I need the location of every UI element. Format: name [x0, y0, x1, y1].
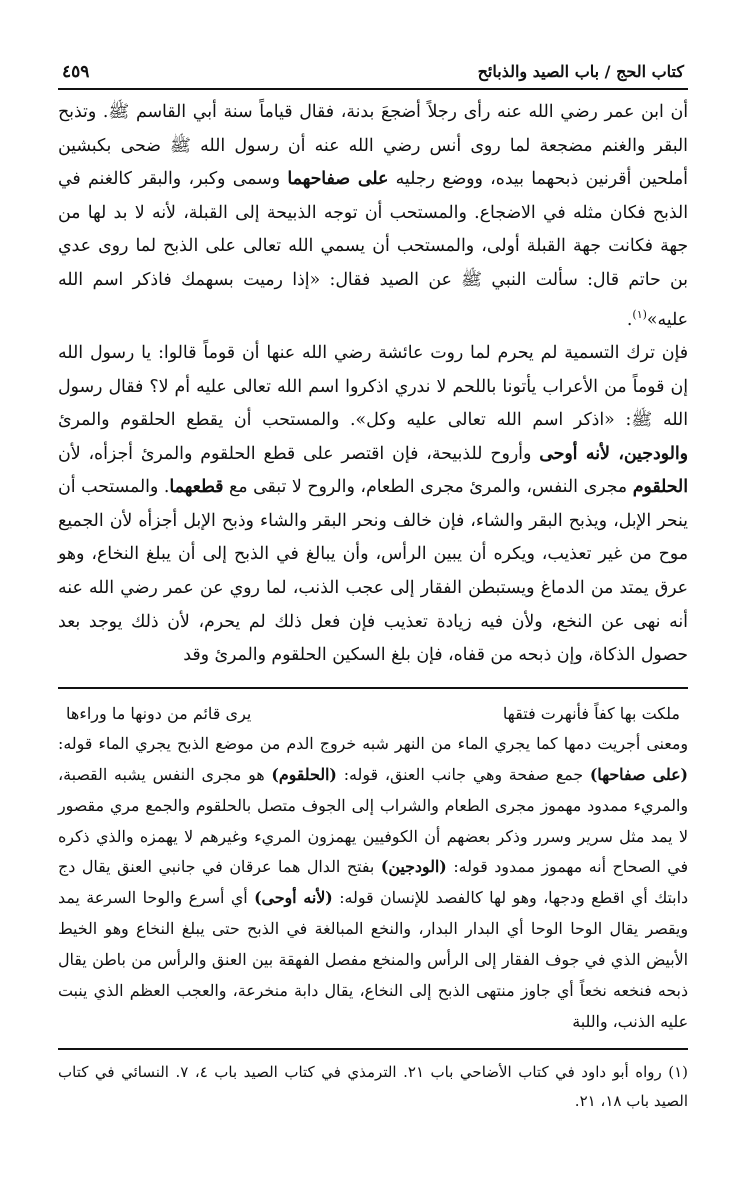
bold-term: (لأنه أوحى)	[254, 888, 333, 908]
main-paragraph: فإن ترك التسمية لم يحرم لما روت عائشة رضي الله عنها أن قوماً قالوا: يا رسول الله إن قوماً من الأعراب يأتونا باللحم لا ندري اذكروا اسم الله تعالى عليه أم لا؟ فقال رسول الله ﷺ: «اذكر اسم الله تعالى عليه وكل». والمستحب أن يقطع الحلقوم والمرئ والودجين، لأنه أوحى وأروح للذبيحة، فإن اقتصر على قطع الحلقوم والمرئ أجزأه، لأن الحلقوم مجرى النفس، والمرئ مجرى الطعام، والروح لا تبقى مع قطعهما. والمستحب أن ينحر الإبل، ويذبح البقر والشاء، فإن خالف ونحر البقر والشاء وذبح الإبل أجزأه لأن الجميع موح من غير تعذيب، ويكره أن يبين الرأس، وأن يبالغ في الذبح إلى أن يبلغ النخاع، وهو عرق يمتد من الدماغ ويستبطن الفقار إلى عجب الذنب، لما روي عن عمر رضي الله عنه أنه نهى عن النخع، ولأن فيه زيادة تعذيب فإن فعل ذلك لم يحرم، لأن ذلك يوجد بعد حصول الذكاة، وإن ذبحه من قفاه، فإن بلغ السكين الحلقوم والمرئ وقد	[58, 342, 688, 666]
footnotes	[58, 1058, 688, 1116]
commentary-text	[58, 729, 688, 1038]
commentary-paragraph: ومعنى أجريت دمها كما يجري الماء من النهر شبه خروج الدم من موضع الذبح يجري الماء قوله: (على صفاحها) جمع صفحة وهي جانب العنق، قوله: (الحلقوم) هو مجرى النفس يشبه القصبة، والمريء ممدود مهموز مجرى الطعام والشراب إلى الجوف متصل بالحلقوم والجمع مري مقصور لا يمد مثل سرير وسرر وذكر بعضهم أن الكوفيين يهمزون المريء وغيرهم لا يهمزه والذي ذكره في الصحاح أنه مهموز ممدود قوله: (الودجين) بفتح الدال هما عرقان في جانبي العنق يقال دج دابتك أي اقطع ودجها، وهو لها كالفصد للإنسان قوله: (لأنه أوحى) أي أسرع والوحا السرعة يمد ويقصر يقال الوحا الوحا أي البدار البدار، والنخع المبالغة في الذبح حتى يبلغ النخاع وهو الخيط الأبيض الذي في جوف الفقار إلى الرأس والمنخع مفصل الفهقة بين العنق والرأس من باطن يقال ذبحه فنخعه نخعاً أي جاوز منتهى الذبح إلى النخاع، يقال دابة منخرعة، والعجب العظم الذي ينبت عليه الذنب، واللبة	[58, 733, 688, 1032]
bold-term: قطعهما	[169, 477, 224, 498]
bold-term: (على صفاحها)	[589, 764, 688, 784]
footnote-item: (١) رواه أبو داود في كتاب الأضاحي باب ٢١. الترمذي في كتاب الصيد باب ٤، ٧. النسائي في كتاب الصيد باب ١٨، ٢١.	[58, 1062, 689, 1110]
bold-term: على صفاحهما	[287, 169, 389, 190]
verse-first-hemistich: ملكت بها كفاً فأنهرت فتقها	[502, 703, 680, 723]
book-page	[58, 62, 688, 1116]
header-rule	[58, 88, 688, 90]
bold-term: (الحلقوم)	[271, 764, 337, 784]
bold-term: الحلقوم	[632, 477, 688, 498]
commentary-rule	[58, 687, 688, 689]
main-paragraph: أن ابن عمر رضي الله عنه رأى رجلاً أضجعَ بدنة، فقال قياماً سنة أبي القاسم ﷺ. وتذبح البقر والغنم مضجعة لما روى أنس رضي الله عنه أن رسول الله ﷺ ضحى بكبشين أملحين أقرنين ذبحهما بيده، ووضع رجليه على صفاحهما وسمى وكبر، والبقر كالغنم في الذبح فكان مثله في الاضجاع. والمستحب أن توجه الذبيحة إلى القبلة، لأنه لا بد لها من جهة فكانت جهة القبلة أولى، والمستحب أن يسمي الله تعالى على الذبح لما روى عدي بن حاتم قال: سألت النبي ﷺ عن الصيد فقال: «إذا رميت بسهمك فاذكر اسم الله عليه»$^{(١)}$.	[58, 102, 688, 330]
poetry-verse	[58, 699, 688, 729]
commentary-section	[58, 699, 688, 1038]
running-title: كتاب الحج / باب الصيد والذبائح	[477, 62, 684, 81]
bold-term: والودجين، لأنه أوحى	[539, 443, 688, 464]
page-number: ٤٥٩	[62, 62, 90, 82]
footnote-rule	[58, 1048, 688, 1050]
footnote-marker[interactable]: (١)	[632, 307, 647, 321]
bold-term: (الودجين)	[380, 857, 447, 877]
main-text	[58, 96, 688, 673]
verse-second-hemistich: يرى قائم من دونها ما وراءها	[66, 703, 252, 723]
page-header	[58, 62, 688, 88]
